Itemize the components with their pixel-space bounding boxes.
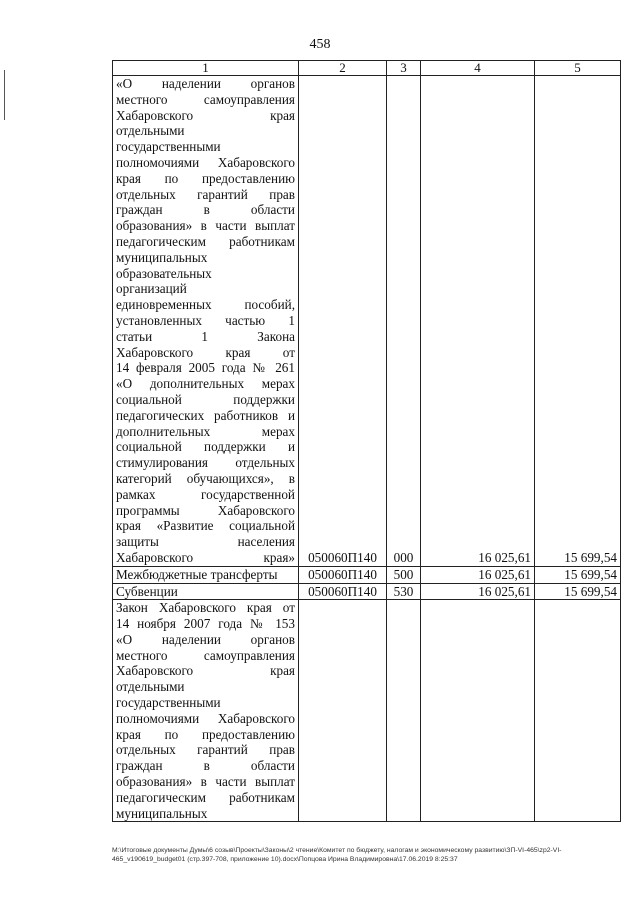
description-line: единовременных пособий, — [116, 297, 295, 313]
description-line: «О наделении органов — [116, 631, 295, 647]
row-amount-col5: 15 699,54 — [535, 583, 621, 600]
row-program-code: 050060П140 — [299, 583, 387, 600]
row-description — [113, 583, 299, 600]
footer-path-line-2: 465_v190619_budget01 (стр.397-708, приложение 10).docx\Попцова Ирина Владимировна\17.06.2019 8:25:37 — [112, 856, 458, 863]
table-header-row — [113, 61, 621, 76]
description-line: полномочиями Хабаровского — [116, 710, 295, 726]
row-program-code: 050060П140 — [299, 566, 387, 583]
table-row — [113, 76, 621, 567]
description-line: социальной поддержки — [116, 391, 295, 407]
row-amount-col5 — [535, 600, 621, 822]
page-number: 458 — [309, 37, 331, 52]
description-line: Закон Хабаровского края от — [116, 600, 295, 616]
description-line: социальной поддержки и — [116, 439, 295, 455]
description-line: образования» в части выплат — [116, 218, 295, 234]
header-col-5: 5 — [535, 61, 621, 76]
description-line: защиты населения — [116, 534, 295, 550]
description-line: государственными — [116, 695, 221, 711]
description-line: края по предоставлению — [116, 726, 295, 742]
description-line: отдельных гарантий прав — [116, 742, 295, 758]
description-line: местного самоуправления — [116, 647, 295, 663]
header-col-2: 2 — [299, 61, 387, 76]
description-line: муниципальных — [116, 249, 208, 265]
row-description — [113, 600, 299, 822]
description-line: организаций — [116, 281, 187, 297]
header-col-4: 4 — [421, 61, 535, 76]
row-program-code: 050060П140 — [299, 76, 387, 567]
description-line: муниципальных — [116, 805, 208, 821]
description-line: 14 февраля 2005 года № 261 — [116, 360, 295, 376]
description-line: педагогическим работникам — [116, 789, 295, 805]
description-line: местного самоуправления — [116, 91, 295, 107]
description-line: Хабаровского края — [116, 663, 295, 679]
description-line: образовательных — [116, 265, 212, 281]
description-line: Хабаровского края» — [116, 549, 295, 565]
footer-path-line-1: М:\Итоговые документы Думы\6 созыв\Проекты\Законы\2 чтение\Комитет по бюджету, налогам и экономическому развитию\ЗП-VI-465\zp2-VI- — [112, 847, 562, 854]
header-col-1: 1 — [113, 61, 299, 76]
description-line: статьи 1 Закона — [116, 328, 295, 344]
row-amount-col4: 16 025,61 — [421, 583, 535, 600]
row-expense-type: 500 — [387, 566, 421, 583]
description-line: Субвенции — [116, 583, 178, 599]
description-line: отдельными — [116, 123, 185, 139]
description-line: установленных частью 1 — [116, 312, 295, 328]
row-description — [113, 566, 299, 583]
table-row — [113, 566, 621, 583]
row-expense-type — [387, 600, 421, 822]
description-line: полномочиями Хабаровского — [116, 154, 295, 170]
description-line: Хабаровского края от — [116, 344, 295, 360]
description-line: дополнительных мерах — [116, 423, 295, 439]
description-line: стимулирования отдельных — [116, 455, 295, 471]
description-line: «О наделении органов — [116, 76, 295, 91]
description-line: программы Хабаровского — [116, 502, 295, 518]
row-amount-col4: 16 025,61 — [421, 76, 535, 567]
description-line: граждан в области — [116, 758, 295, 774]
description-line: государственными — [116, 139, 221, 155]
margin-mark — [4, 70, 5, 120]
description-line: отдельными — [116, 679, 185, 695]
description-line: образования» в части выплат — [116, 774, 295, 790]
description-line: граждан в области — [116, 202, 295, 218]
table-row — [113, 600, 621, 822]
header-col-3: 3 — [387, 61, 421, 76]
description-line: края по предоставлению — [116, 170, 295, 186]
row-amount-col5: 15 699,54 — [535, 76, 621, 567]
description-line: Хабаровского края — [116, 107, 295, 123]
budget-table — [112, 60, 621, 822]
row-expense-type: 000 — [387, 76, 421, 567]
document-footer — [112, 846, 620, 864]
description-line: «О дополнительных мерах — [116, 376, 295, 392]
row-amount-col5: 15 699,54 — [535, 566, 621, 583]
row-program-code — [299, 600, 387, 822]
row-amount-col4: 16 025,61 — [421, 566, 535, 583]
table-row — [113, 583, 621, 600]
description-line: 14 ноября 2007 года № 153 — [116, 616, 295, 632]
description-line: категорий обучающихся», в — [116, 470, 295, 486]
row-description — [113, 76, 299, 567]
row-expense-type: 530 — [387, 583, 421, 600]
description-line: педагогическим работникам — [116, 233, 295, 249]
description-line: края «Развитие социальной — [116, 518, 295, 534]
description-line: отдельных гарантий прав — [116, 186, 295, 202]
description-line: рамках государственной — [116, 486, 295, 502]
description-line: педагогических работников и — [116, 407, 295, 423]
row-amount-col4 — [421, 600, 535, 822]
description-line: Межбюджетные трансферты — [116, 566, 278, 582]
